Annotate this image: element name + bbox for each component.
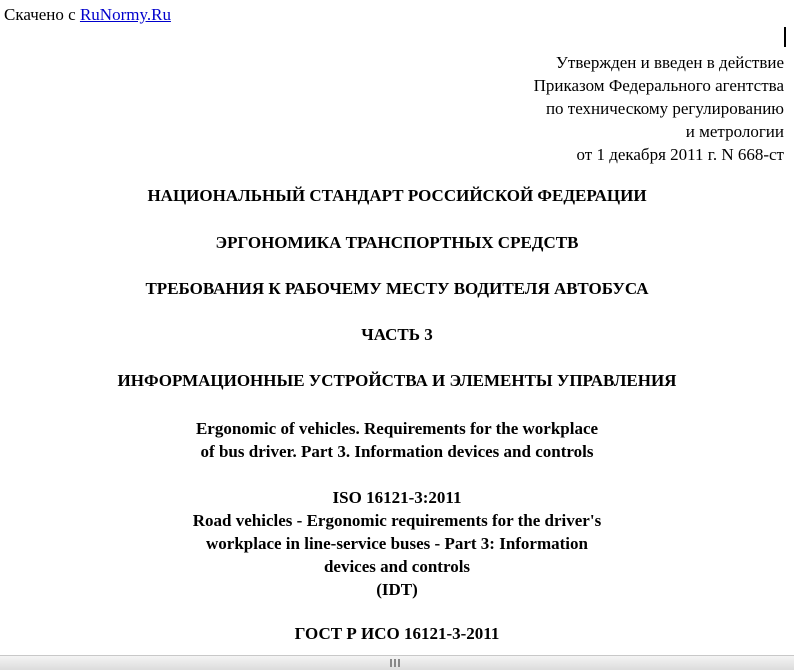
iso-block (0, 486, 794, 601)
scrollbar-grip-icon[interactable] (390, 659, 400, 667)
iso-line: workplace in line-service buses - Part 3: Information (206, 534, 588, 553)
devices-heading: ИНФОРМАЦИОННЫЕ УСТРОЙСТВА И ЭЛЕМЕНТЫ УПРАВЛЕНИЯ (117, 371, 677, 390)
ergonomics-heading: ЭРГОНОМИКА ТРАНСПОРТНЫХ СРЕДСТВ (215, 233, 579, 252)
english-title-line: Ergonomic of vehicles. Requirements for the workplace (195, 419, 599, 438)
gost-number: ГОСТ Р ИСО 16121-3-2011 (294, 624, 500, 643)
english-title-line: of bus driver. Part 3. Information devices and controls (200, 442, 594, 461)
iso-line: ISO 16121-3:2011 (332, 488, 462, 507)
iso-line: devices and controls (323, 557, 471, 576)
approval-line: Утвержден и введен в действие (555, 53, 784, 72)
approval-line: Приказом Федерального агентства (533, 76, 784, 95)
iso-line: (IDT) (376, 580, 418, 599)
approval-line: от 1 декабря 2011 г. N 668-ст (576, 145, 784, 164)
approval-block (534, 51, 784, 166)
requirements-heading: ТРЕБОВАНИЯ К РАБОЧЕМУ МЕСТУ ВОДИТЕЛЯ АВТОБУСА (145, 279, 649, 298)
text-cursor (784, 27, 786, 47)
part-heading: ЧАСТЬ 3 (361, 325, 433, 344)
horizontal-scrollbar[interactable] (0, 655, 794, 670)
source-link[interactable]: RuNormy.Ru (79, 5, 171, 24)
english-title (0, 417, 794, 463)
source-line (4, 5, 171, 25)
iso-line: Road vehicles - Ergonomic requirements for the driver's (192, 511, 602, 530)
approval-line: и метрологии (685, 122, 784, 141)
national-standard-heading: НАЦИОНАЛЬНЫЙ СТАНДАРТ РОССИЙСКОЙ ФЕДЕРАЦИИ (147, 186, 647, 205)
source-prefix: Скачено с (4, 5, 76, 24)
approval-line: по техническому регулированию (545, 99, 784, 118)
